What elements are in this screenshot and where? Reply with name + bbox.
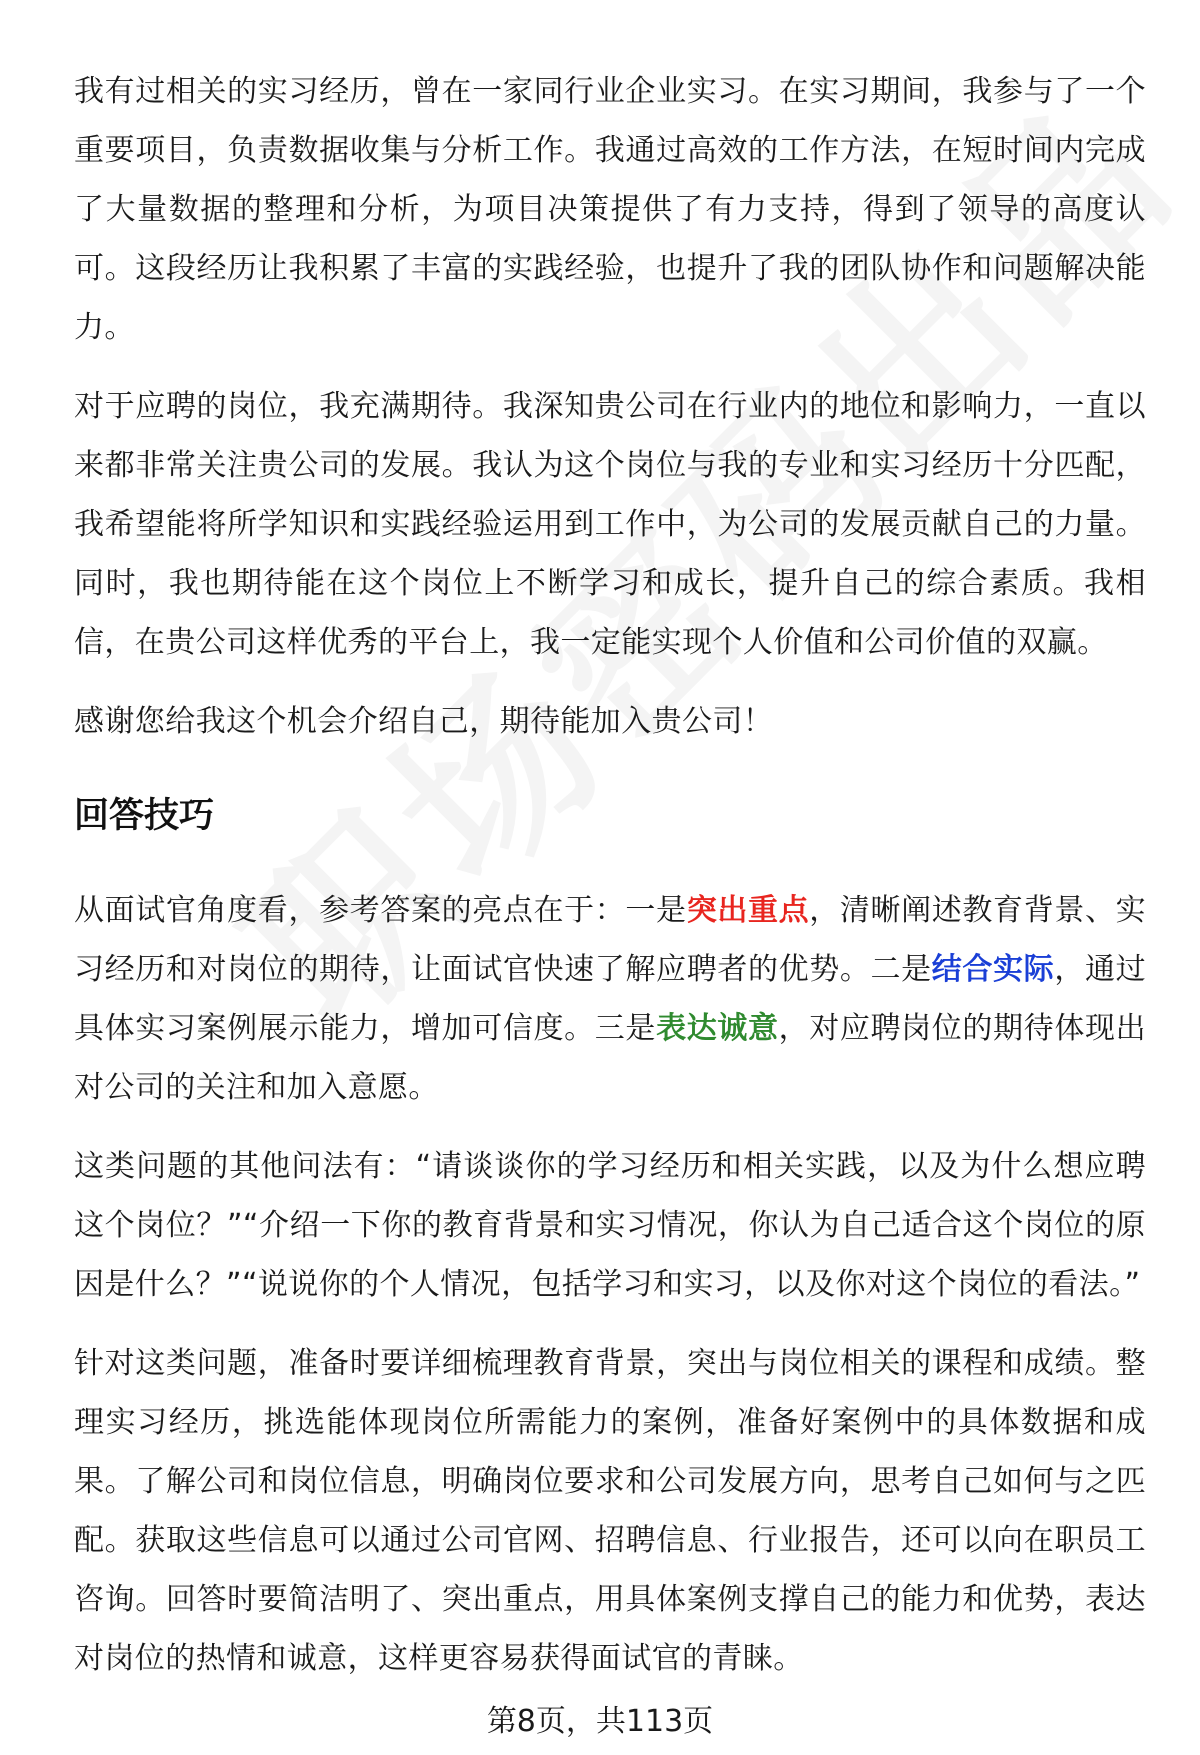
tips-text-2: ，清晰阐述教育背景、实习经历和对岗位的期待，让面试官快速了解应聘者的优势。二是 xyxy=(74,893,1146,987)
paragraph-expectation: 对于应聘的岗位，我充满期待。我深知贵公司在行业内的地位和影响力，一直以来都非常关注贵公司的发展。我认为这个岗位与我的专业和实习经历十分匹配，我希望能将所学知识和实践经验运用到工作中，为公司的发展贡献自己的力量。同时，我也期待能在这个岗位上不断学习和成长，提升自己的综合素质。我相信，在贵公司这样优秀的平台上，我一定能实现个人价值和公司价值的双赢。 xyxy=(74,389,1146,660)
highlight-focus: 突出重点 xyxy=(686,893,810,928)
highlight-sincerity: 表达诚意 xyxy=(656,1011,779,1046)
document-body xyxy=(74,62,1146,1708)
paragraph-thanks: 感谢您给我这个机会介绍自己，期待能加入贵公司！ xyxy=(74,704,774,739)
paragraph-internship: 我有过相关的实习经历，曾在一家同行业企业实习。在实习期间，我参与了一个重要项目，负责数据收集与分析工作。我通过高效的工作方法，在短时间内完成了大量数据的整理和分析，为项目决策提供了有力支持，得到了领导的高度认可。这段经历让我积累了丰富的实践经验，也提升了我的团队协作和问题解决能力。 xyxy=(74,74,1146,345)
section-heading: 回答技巧 xyxy=(74,796,215,836)
paragraph-preparation: 针对这类问题，准备时要详细梳理教育背景，突出与岗位相关的课程和成绩。整理实习经历，挑选能体现岗位所需能力的案例，准备好案例中的具体数据和成果。了解公司和岗位信息，明确岗位要求和公司发展方向，思考自己如何与之匹配。获取这些信息可以通过公司官网、招聘信息、行业报告，还可以向在职员工咨询。回答时要简洁明了、突出重点，用具体案例支撑自己的能力和优势，表达对岗位的热情和诚意，这样更容易获得面试官的青睐。 xyxy=(74,1346,1146,1676)
paragraph-alternatives: 这类问题的其他问法有：“请谈谈你的学习经历和相关实践，以及为什么想应聘这个岗位？”“介绍一下你的教育背景和实习情况，你认为自己适合这个岗位的原因是什么？”“说说你的个人情况，包括学习和实习，以及你对这个岗位的看法。” xyxy=(74,1149,1146,1302)
paragraph-tips xyxy=(74,881,1146,1117)
tips-text-4: ，对应聘岗位的期待体现出对公司的关注和加入意愿。 xyxy=(74,1011,1146,1105)
highlight-practice: 结合实际 xyxy=(931,952,1055,987)
page-number: 第8页，共113页 xyxy=(486,1704,714,1739)
tips-text-1: 从面试官角度看，参考答案的亮点在于：一是 xyxy=(74,893,687,928)
tips-text-3: ，通过具体实习案例展示能力，增加可信度。三是 xyxy=(74,952,1146,1046)
